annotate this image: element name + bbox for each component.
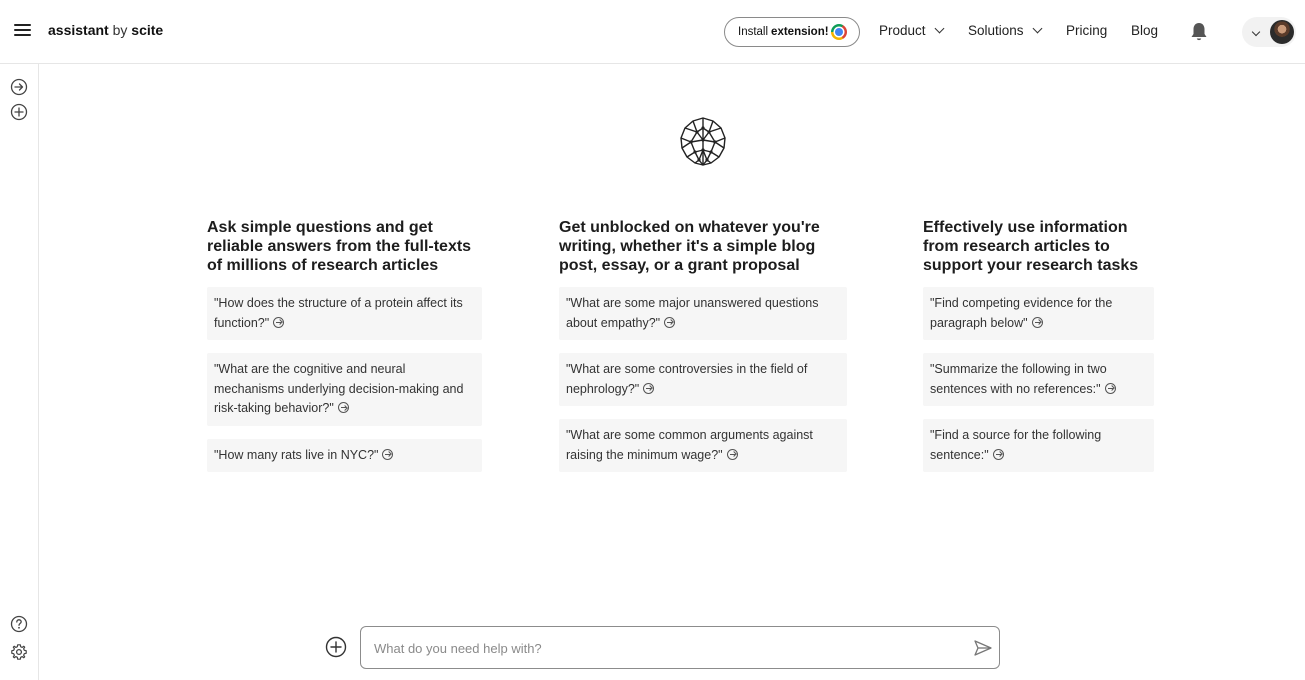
prompt-card[interactable] xyxy=(923,419,1154,472)
menu-icon[interactable] xyxy=(13,21,35,41)
help-icon[interactable] xyxy=(10,615,28,633)
brand-logo[interactable] xyxy=(48,22,163,38)
brand-name: assistant xyxy=(48,22,109,38)
column-heading: Effectively use information from research articles to support your research tasks xyxy=(923,219,1139,274)
nav-pricing[interactable] xyxy=(1066,23,1107,38)
prompt-card[interactable] xyxy=(207,353,482,426)
install-extension-button[interactable] xyxy=(724,17,860,47)
nav-product-label: Product xyxy=(879,23,926,38)
column-heading: Ask simple questions and get reliable answers from the full-texts of millions of research articles xyxy=(207,219,472,274)
install-label-prefix: Install xyxy=(738,26,769,38)
top-header xyxy=(0,0,1305,64)
chrome-icon xyxy=(831,24,847,40)
arrow-right-circle-icon xyxy=(338,402,349,413)
prompt-text: "Find competing evidence for the paragraph below" xyxy=(930,296,1113,330)
brand-company: scite xyxy=(131,22,164,38)
prompt-card[interactable] xyxy=(923,353,1154,406)
column-research-tasks xyxy=(923,218,1154,485)
chevron-down-icon xyxy=(1032,24,1042,34)
prompt-card[interactable] xyxy=(207,287,482,340)
prompt-text: "Summarize the following in two sentences with no references:" xyxy=(930,362,1107,396)
sidebar xyxy=(0,64,39,680)
prompt-text: "What are the cognitive and neural mechanisms underlying decision-making and risk-taking behavior?" xyxy=(214,362,464,415)
nav-blog-label: Blog xyxy=(1131,23,1159,38)
prompt-text: "Find a source for the following sentence:" xyxy=(930,428,1102,462)
plus-circle-icon[interactable] xyxy=(325,636,347,658)
arrow-right-circle-icon xyxy=(382,449,393,460)
arrow-right-circle-icon[interactable] xyxy=(10,78,28,96)
column-ask-questions xyxy=(207,218,482,485)
account-menu[interactable] xyxy=(1242,17,1296,47)
nav-product[interactable] xyxy=(879,23,943,38)
nav-blog[interactable] xyxy=(1131,23,1158,38)
arrow-right-circle-icon xyxy=(1032,317,1043,328)
scite-brain-logo-icon xyxy=(677,114,729,168)
gear-icon[interactable] xyxy=(10,643,28,661)
arrow-right-circle-icon xyxy=(1105,383,1116,394)
prompt-card[interactable] xyxy=(559,353,847,406)
arrow-right-circle-icon xyxy=(273,317,284,328)
column-writing xyxy=(559,218,847,485)
prompt-text: "How does the structure of a protein affect its function?" xyxy=(214,296,463,330)
plus-circle-icon[interactable] xyxy=(10,103,28,121)
brand-by: by xyxy=(112,22,128,38)
prompt-text: "How many rats live in NYC?" xyxy=(214,447,379,462)
prompt-card[interactable] xyxy=(207,439,482,473)
chevron-down-icon xyxy=(934,24,944,34)
arrow-right-circle-icon xyxy=(993,449,1004,460)
prompt-text: "What are some common arguments against raising the minimum wage?" xyxy=(566,428,813,462)
arrow-right-circle-icon xyxy=(643,383,654,394)
install-label-strong: extension! xyxy=(771,26,829,38)
avatar xyxy=(1270,20,1294,44)
nav-solutions-label: Solutions xyxy=(968,23,1024,38)
prompt-text: "What are some major unanswered questions about empathy?" xyxy=(566,296,819,330)
prompt-card[interactable] xyxy=(559,287,847,340)
chevron-down-icon xyxy=(1252,28,1260,36)
nav-pricing-label: Pricing xyxy=(1066,23,1108,38)
bell-icon[interactable] xyxy=(1189,21,1209,43)
nav-solutions[interactable] xyxy=(968,23,1041,38)
column-heading: Get unblocked on whatever you're writing, whether it's a simple blog post, essay, or a grant proposal xyxy=(559,219,820,274)
prompt-text: "What are some controversies in the field of nephrology?" xyxy=(566,362,808,396)
prompt-card[interactable] xyxy=(559,419,847,472)
arrow-right-circle-icon xyxy=(664,317,675,328)
message-input[interactable] xyxy=(374,636,954,660)
send-icon[interactable] xyxy=(973,638,993,658)
prompt-card[interactable] xyxy=(923,287,1154,340)
composer xyxy=(360,626,1000,669)
arrow-right-circle-icon xyxy=(727,449,738,460)
